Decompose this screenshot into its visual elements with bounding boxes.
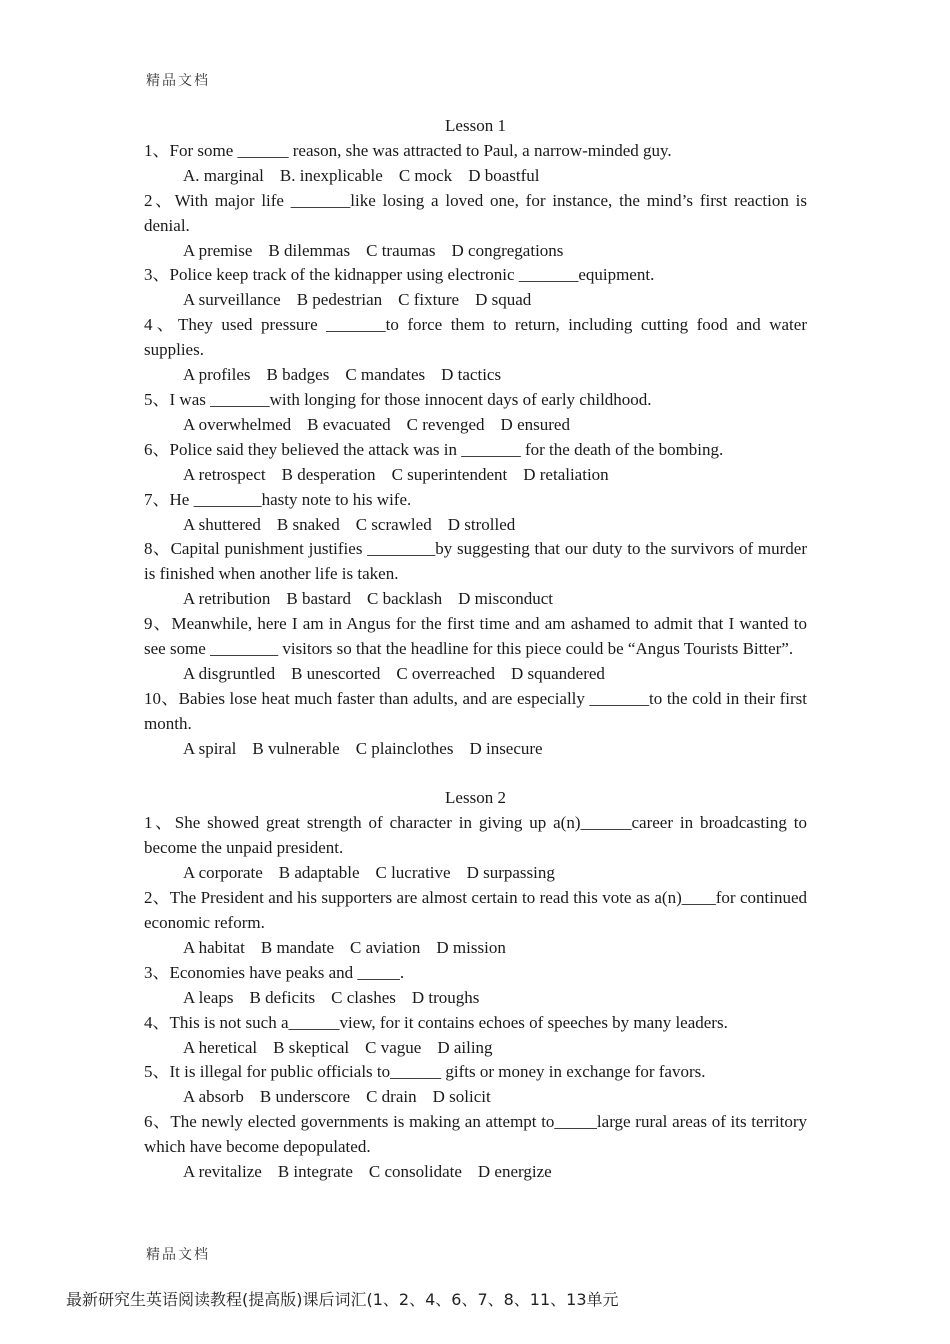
answer-options (144, 737, 807, 762)
answer-option: A absorb (183, 1087, 244, 1107)
page-header: 精品文档 (146, 73, 210, 89)
question-text: 6、The newly elected governments is making an attempt to_____large rural areas of its territory which have become depopulated. (144, 1112, 807, 1157)
answer-option: D squandered (510, 663, 605, 683)
answer-option: B evacuated (307, 414, 391, 434)
answer-option: A shuttered (183, 514, 261, 534)
question-text: 9、Meanwhile, here I am in Angus for the first time and am ashamed to admit that I wanted to see some ________ visitors so that the headline for this piece could be “Angus Tourists Bitter”. (144, 614, 807, 659)
answer-option: B deficits (249, 987, 316, 1007)
question-text: 4、They used pressure _______to force them to return, including cutting food and water supplies. (144, 315, 807, 360)
question-text: 1、She showed great strength of character in giving up a(n)______career in broadcasting to become the unpaid president. (144, 813, 807, 858)
answer-option: A retrospect (183, 464, 266, 484)
lesson-title: Lesson 2 (445, 788, 506, 808)
answer-option: C aviation (350, 937, 421, 957)
answer-option: A profiles (183, 365, 251, 385)
answer-options (144, 587, 807, 612)
answer-options (144, 861, 807, 886)
answer-options (144, 463, 807, 488)
answer-option: D ensured (500, 414, 570, 434)
answer-option: D mission (436, 937, 506, 957)
answer-option: A heretical (183, 1037, 258, 1057)
page-footer: 精品文档 (146, 1247, 210, 1263)
answer-option: C plainclothes (355, 738, 454, 758)
answer-option: B bastard (286, 589, 352, 609)
question-text: 6、Police said they believed the attack was in _______ for the death of the bombing. (144, 439, 724, 459)
answer-option: C mock (398, 165, 453, 185)
question-text: 1、For some ______ reason, she was attracted to Paul, a narrow-minded guy. (144, 140, 672, 160)
answer-option: A disgruntled (183, 663, 276, 683)
answer-option: D insecure (469, 738, 543, 758)
answer-options (144, 413, 807, 438)
question-text: 2、With major life _______like losing a loved one, for instance, the mind’s first reaction is denial. (144, 190, 807, 235)
answer-option: C lucrative (375, 863, 451, 883)
answer-option: B adaptable (278, 863, 360, 883)
answer-options (144, 363, 807, 388)
answer-option: B snaked (276, 514, 340, 534)
answer-option: C superintendent (391, 464, 508, 484)
answer-option: A revitalize (183, 1162, 262, 1182)
answer-option: D misconduct (458, 589, 554, 609)
section-spacer (144, 762, 807, 787)
answer-option: D surpassing (466, 863, 555, 883)
answer-option: A surveillance (183, 290, 281, 310)
answer-option: C clashes (331, 987, 396, 1007)
answer-option: C traumas (366, 240, 436, 260)
answer-option: D squad (475, 290, 532, 310)
answer-option: C consolidate (368, 1162, 462, 1182)
answer-options (144, 936, 807, 961)
question-text: 3、Economies have peaks and _____. (144, 962, 405, 982)
answer-option: D boastful (468, 165, 540, 185)
answer-options (144, 1036, 807, 1061)
answer-option: A leaps (183, 987, 234, 1007)
answer-option: D ailing (437, 1037, 493, 1057)
answer-options (144, 164, 807, 189)
answer-option: B desperation (281, 464, 376, 484)
answer-options (144, 288, 807, 313)
document-title-banner: 最新研究生英语阅读教程(提高版)课后词汇(1、2、4、6、7、8、11、13单元 (66, 1290, 619, 1309)
answer-option: A corporate (183, 863, 263, 883)
answer-option: B mandate (260, 937, 335, 957)
answer-option: A premise (183, 240, 253, 260)
answer-option: A spiral (183, 738, 237, 758)
lesson-title: Lesson 1 (445, 116, 506, 135)
answer-option: B pedestrian (296, 290, 383, 310)
answer-option: B dilemmas (268, 240, 351, 260)
document-body (144, 114, 807, 1185)
answer-option: C vague (365, 1037, 422, 1057)
answer-options (144, 986, 807, 1011)
answer-option: B integrate (277, 1162, 353, 1182)
answer-option: A overwhelmed (183, 414, 292, 434)
question-text: 3、Police keep track of the kidnapper using electronic _______equipment. (144, 265, 655, 285)
answer-options (144, 662, 807, 687)
answer-option: A habitat (183, 937, 245, 957)
answer-option: B. inexplicable (279, 165, 383, 185)
question-text: 8、Capital punishment justifies ________by suggesting that our duty to the survivors of murder is finished when another life is taken. (144, 539, 807, 584)
answer-option: D strolled (447, 514, 516, 534)
answer-option: B unescorted (291, 663, 381, 683)
answer-option: C scrawled (355, 514, 432, 534)
answer-option: A retribution (183, 589, 271, 609)
answer-options (144, 513, 807, 538)
answer-option: D retaliation (523, 464, 609, 484)
answer-option: D tactics (441, 365, 502, 385)
question-text: 10、Babies lose heat much faster than adults, and are especially _______to the cold in their first month. (144, 688, 807, 733)
question-text: 2、The President and his supporters are almost certain to read this vote as a(n)____for continued economic reform. (144, 888, 807, 932)
answer-option: D solicit (432, 1087, 491, 1107)
question-text: 5、I was _______with longing for those innocent days of early childhood. (144, 389, 652, 409)
question-text: 5、It is illegal for public officials to______ gifts or money in exchange for favors. (144, 1062, 706, 1082)
answer-option: D energize (477, 1162, 552, 1182)
answer-option: A. marginal (183, 165, 264, 185)
answer-option: C revenged (406, 414, 485, 434)
answer-option: C overreached (396, 663, 495, 683)
answer-option: D congregations (451, 240, 564, 260)
answer-option: D troughs (411, 987, 480, 1007)
answer-option: C backlash (367, 589, 443, 609)
answer-option: B skeptical (273, 1037, 350, 1057)
question-text: 4、This is not such a______view, for it contains echoes of speeches by many leaders. (144, 1012, 728, 1032)
answer-option: C drain (366, 1087, 417, 1107)
answer-option: C fixture (398, 290, 460, 310)
answer-options (144, 1160, 807, 1185)
answer-options (144, 239, 807, 264)
answer-option: C mandates (345, 365, 426, 385)
answer-option: B vulnerable (252, 738, 340, 758)
question-text: 7、He ________hasty note to his wife. (144, 489, 412, 509)
answer-options (144, 1085, 807, 1110)
answer-option: B underscore (259, 1087, 351, 1107)
answer-option: B badges (266, 365, 330, 385)
